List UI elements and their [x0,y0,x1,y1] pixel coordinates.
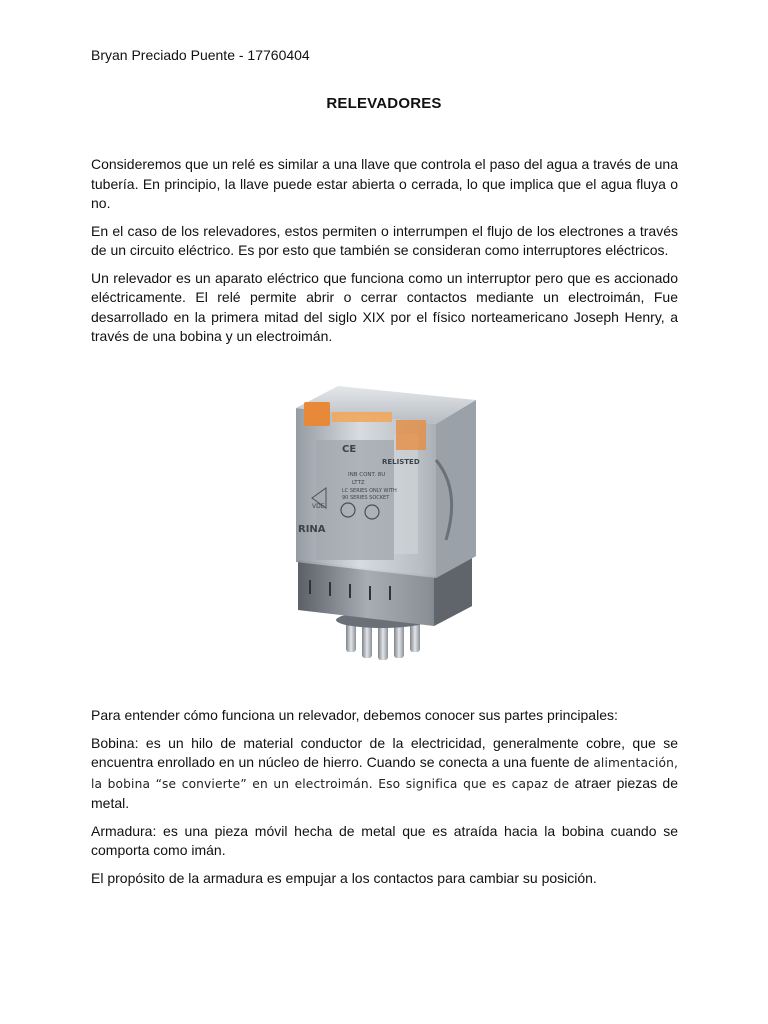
document-title: RELEVADORES [326,95,442,112]
svg-text:90 SERIES SOCKET: 90 SERIES SOCKET [342,495,390,501]
bobina-text-3: atraer piezas de metal. [91,774,678,811]
paragraph-bobina [91,734,678,814]
paragraph-armadura: Armadura: es una pieza móvil hecha de metal que es atraída hacia la bobina cuando se comporta como imán. [91,822,678,858]
svg-text:VDE: VDE [312,503,325,510]
intro-section [91,155,678,355]
paragraph-definition: Un relevador es un aparato eléctrico que funciona como un interruptor pero que es accionado eléctricamente. El relé permite abrir o cerrar contactos mediante un electroimán, Fue desarrollado en la primera mitad del siglo XIX por el físico norteamericano Joseph Henry, a través de una bobina y un electroimán. [91,269,678,344]
svg-text:LC SERIES ONLY WITH: LC SERIES ONLY WITH [342,488,397,494]
parts-section [91,706,678,896]
bobina-text-2: alimentación, la bobina “se convierte” en un electroimán. Eso significa que es capaz de [91,756,678,791]
svg-text:RELISTED: RELISTED [382,458,420,466]
svg-text:INB CONT. 8U: INB CONT. 8U [348,472,386,478]
orange-latch [304,402,330,426]
author-line: Bryan Preciado Puente - 17760404 [91,47,310,63]
paragraph-electron-flow: En el caso de los relevadores, estos permiten o interrumpen el flujo de los electrones a través de un circuito eléctrico. Es por esto que también se consideran como interruptores eléctricos. [91,222,678,258]
paragraph-analogy: Consideremos que un relé es similar a una llave que controla el paso del agua a través de una tubería. En principio, la llave puede estar abierta o cerrada, lo que implica que el agua fluya o no. [91,156,678,211]
svg-text:LTTZ: LTTZ [352,480,365,486]
svg-text:RINA: RINA [298,524,326,535]
paragraph-proposito: El propósito de la armadura es empujar a los contactos para cambiar su posición. [91,869,597,886]
relay-photo [286,380,482,670]
parts-intro: Para entender cómo funciona un relevador, debemos conocer sus partes principales: [91,707,618,723]
bobina-text-1: Bobina: es un hilo de material conductor de la electricidad, generalmente cobre, que se encuentra enrollado en un núcleo de hierro. Cuando se conecta a una fuente de [91,734,678,770]
svg-text:CE: CE [342,444,357,455]
